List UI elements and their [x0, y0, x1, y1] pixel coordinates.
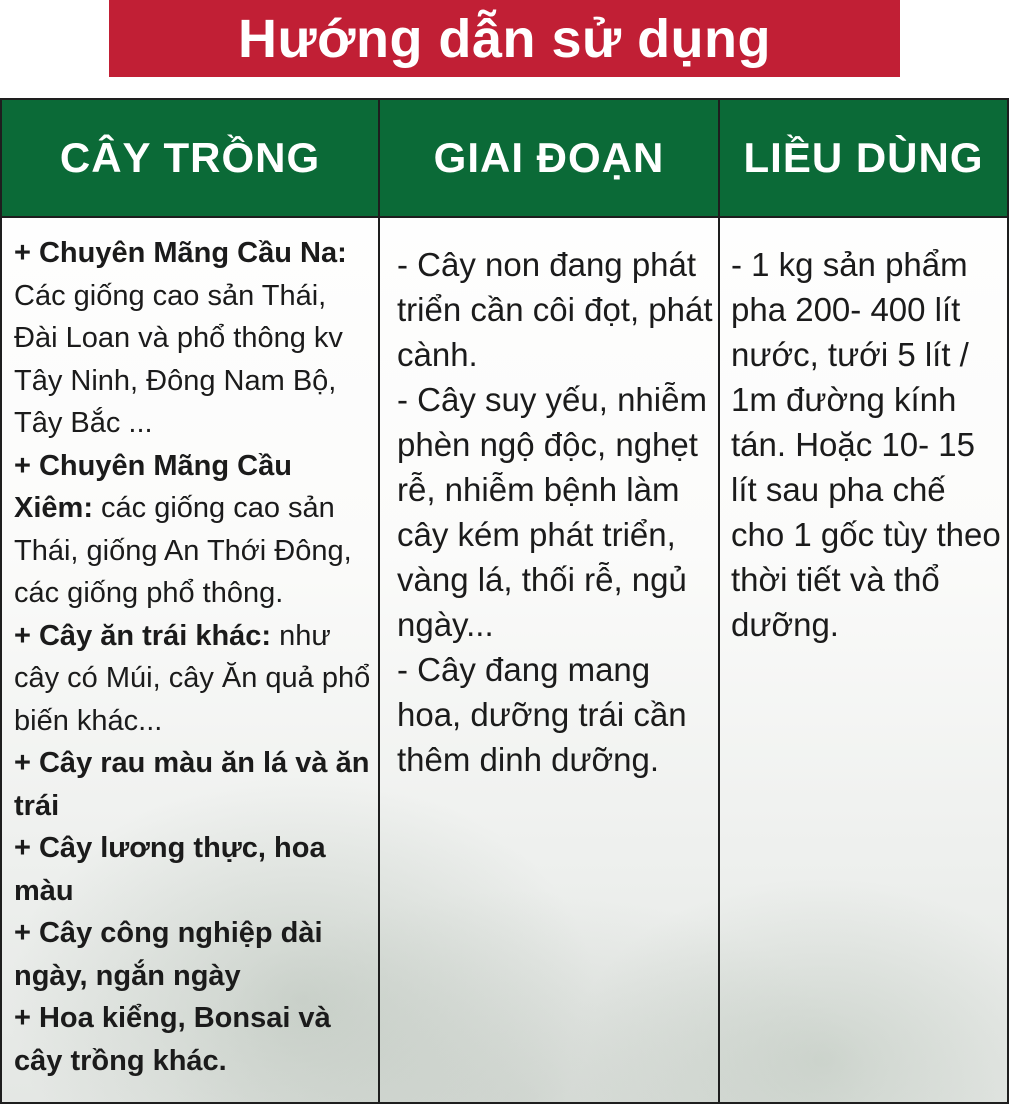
dosage-cell	[731, 218, 1003, 647]
header-crops: CÂY TRỒNG	[59, 134, 321, 181]
crop-item: + Chuyên Mãng Cầu Xiêm: các giống cao sản Thái, giống An Thới Đông, các giống phổ thông.	[14, 449, 352, 609]
stage-item: - Cây suy yếu, nhiễm phèn ngộ độc, nghẹt rễ, nhiễm bệnh làm cây kém phát triển, vàng lá, thối rễ, ngủ ngày...	[397, 381, 707, 643]
crops-cell	[14, 218, 376, 1082]
column-divider	[378, 100, 380, 1102]
stage-item: - Cây đang mang hoa, dưỡng trái cần thêm dinh dưỡng.	[397, 651, 687, 778]
stage-item: - Cây non đang phát triển cần côi đọt, phát cành.	[397, 246, 713, 373]
header-stage: GIAI ĐOẠN	[433, 134, 665, 181]
crop-item: + Chuyên Mãng Cầu Na: Các giống cao sản Thái, Đài Loan và phổ thông kv Tây Ninh, Đông Nam Bộ, Tây Bắc ...	[14, 237, 347, 439]
page-title: Hướng dẫn sử dụng	[109, 0, 900, 77]
header-dosage: LIỀU DÙNG	[743, 134, 984, 181]
crop-item: + Cây rau màu ăn lá và ăn trái	[14, 747, 370, 822]
crop-item: + Cây ăn trái khác: như cây có Múi, cây Ăn quả phổ biến khác...	[14, 619, 371, 737]
crop-item: + Cây công nghiệp dài ngày, ngắn ngày	[14, 917, 323, 992]
table-header-row	[2, 100, 1007, 218]
stage-cell	[397, 218, 715, 782]
crop-item: + Hoa kiểng, Bonsai và cây trồng khác.	[14, 1002, 331, 1077]
usage-table	[0, 98, 1009, 1104]
dosage-text: - 1 kg sản phẩm pha 200- 400 lít nước, tưới 5 lít / 1m đường kính tán. Hoặc 10- 15 lít sau pha chế cho 1 gốc tùy theo thời tiết và thổ dưỡng.	[731, 246, 1001, 643]
crop-item: + Cây lương thực, hoa màu	[14, 832, 326, 907]
column-divider	[718, 100, 720, 1102]
